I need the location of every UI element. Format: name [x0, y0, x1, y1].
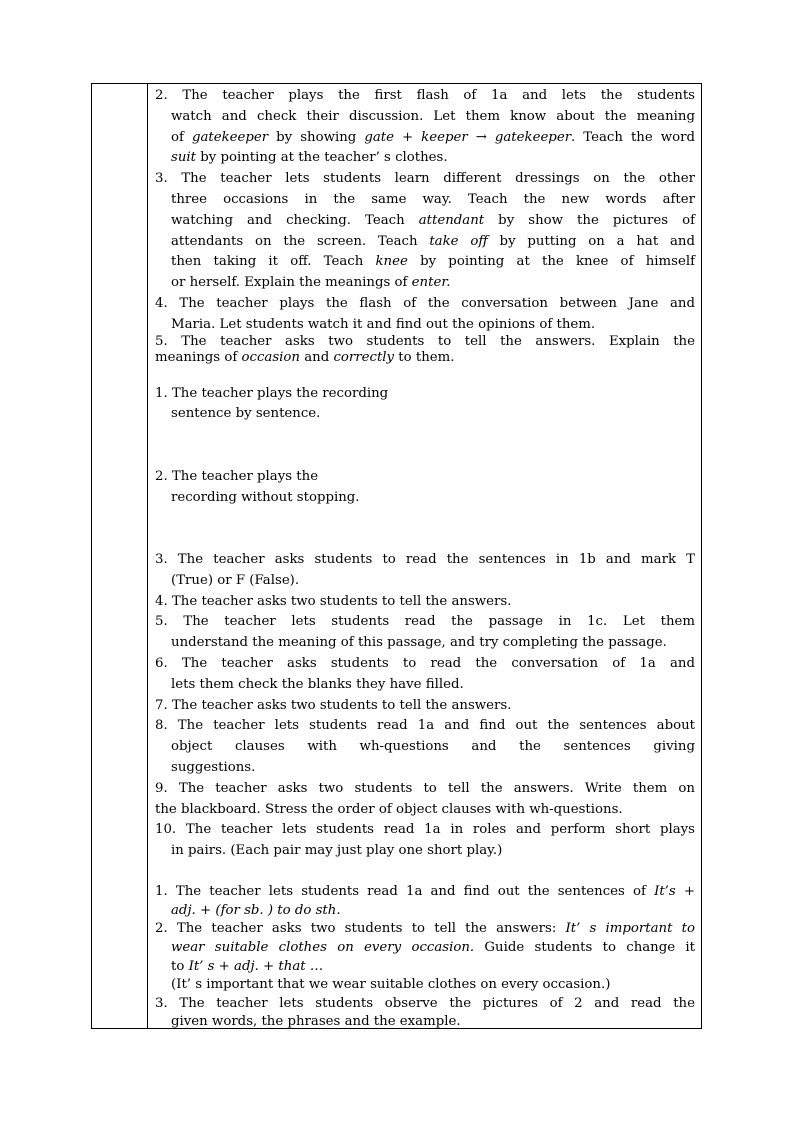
step-label-column: [92, 84, 148, 1028]
text-line: 4. The teacher asks two students to tell the answers.: [155, 594, 512, 609]
text-line: 1. The teacher plays the recording: [155, 386, 389, 401]
text-line: or herself. Explain the meanings of enter.: [171, 275, 451, 290]
text-line: of gatekeeper by showing gate + keeper → gatekeeper. Teach the word: [171, 130, 695, 145]
text-line: 7. The teacher asks two students to tell the answers.: [155, 698, 512, 713]
text-line: understand the meaning of this passage, and try completing the passage.: [171, 635, 667, 650]
text-line: three occasions in the same way. Teach the new words after: [171, 192, 695, 207]
text-line: meanings of occasion and correctly to them.: [155, 350, 455, 365]
text-line: to It’ s + adj. + that …: [171, 959, 324, 974]
text-line: 3. The teacher lets students learn different dressings on the other: [155, 171, 695, 186]
text-line: wear suitable clothes on every occasion. Guide students to change it: [171, 940, 695, 955]
text-line: the blackboard. Stress the order of object clauses with wh-questions.: [155, 802, 623, 817]
text-line: in pairs. (Each pair may just play one short play.): [171, 843, 503, 858]
text-line: then taking it off. Teach knee by pointing at the knee of himself: [171, 254, 695, 269]
text-line: watching and checking. Teach attendant by show the pictures of: [171, 213, 695, 228]
text-line: Maria. Let students watch it and find out the opinions of them.: [171, 317, 596, 332]
text-line: sentence by sentence.: [171, 406, 321, 421]
lesson-procedure-table: [91, 83, 702, 1029]
text-line: 2. The teacher asks two students to tell the answers: It’ s important to: [155, 921, 696, 936]
text-line: 2. The teacher plays the: [155, 469, 319, 484]
text-line: object clauses with wh-questions and the sentences giving: [171, 739, 695, 754]
text-line: 6. The teacher asks students to read the conversation of 1a and: [155, 656, 695, 671]
text-line: 1. The teacher lets students read 1a and find out the sentences of It’s +: [155, 884, 696, 899]
text-line: 8. The teacher lets students read 1a and find out the sentences about: [155, 718, 695, 733]
text-line: 2. The teacher plays the first flash of 1a and lets the students: [155, 88, 695, 103]
text-line: (It’ s important that we wear suitable clothes on every occasion.): [171, 977, 611, 992]
text-line: attendants on the screen. Teach take off by putting on a hat and: [171, 234, 695, 249]
text-line: 5. The teacher asks two students to tell the answers. Explain the: [155, 334, 695, 349]
text-line: watch and check their discussion. Let them know about the meaning: [171, 109, 695, 124]
text-line: suggestions.: [171, 760, 256, 775]
text-line: recording without stopping.: [171, 490, 360, 505]
text-line: (True) or F (False).: [171, 573, 300, 588]
text-line: 5. The teacher lets students read the passage in 1c. Let them: [155, 614, 695, 629]
text-line: suit by pointing at the teacher’ s clothes.: [171, 150, 448, 165]
text-line: 9. The teacher asks two students to tell the answers. Write them on: [155, 781, 695, 796]
text-line: adj. + (for sb. ) to do sth.: [171, 903, 341, 918]
text-line: 3. The teacher asks students to read the sentences in 1b and mark T: [155, 552, 695, 567]
text-line: 4. The teacher plays the flash of the conversation between Jane and: [155, 296, 695, 311]
text-line: given words, the phrases and the example.: [171, 1014, 461, 1029]
text-line: lets them check the blanks they have filled.: [171, 677, 464, 692]
procedure-column: [149, 84, 701, 1028]
text-line: 10. The teacher lets students read 1a in roles and perform short plays: [155, 822, 695, 837]
text-line: 3. The teacher lets students observe the pictures of 2 and read the: [155, 996, 695, 1011]
